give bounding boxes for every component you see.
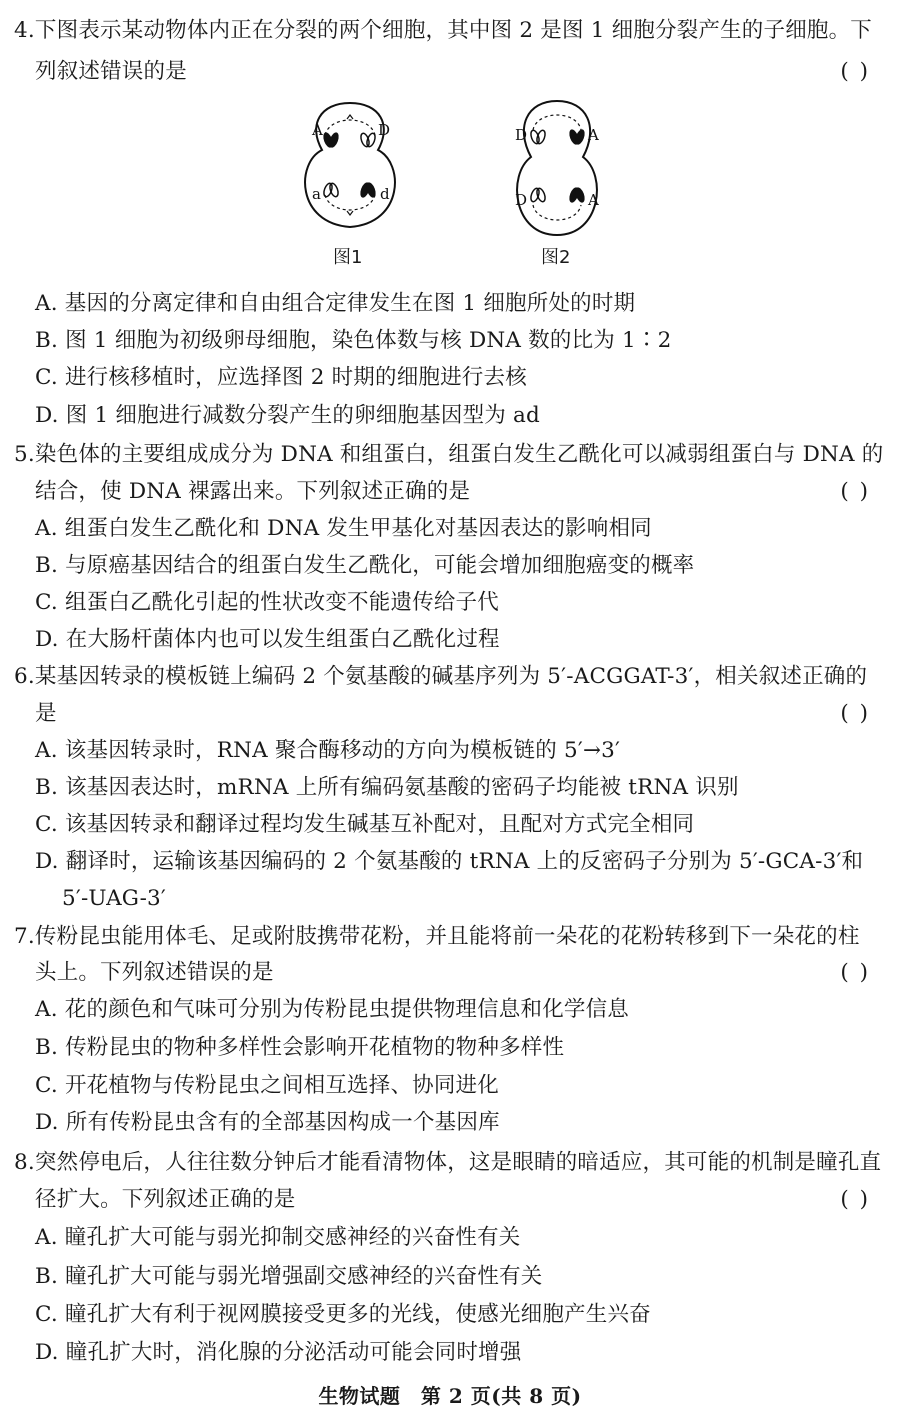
chromosome-d-icon [359,181,378,199]
fig1-label-d: d [380,185,390,203]
q6-option-b: B. 该基因表达时，mRNA 上所有编码氨基酸的密码子均能被 tRNA 识别 [35,775,739,800]
chromosome-A-icon [322,131,341,149]
q6-answer-paren: ( ) [840,701,870,726]
q7-stem-line1: 7.传粉昆虫能用体毛、足或附肢携带花粉，并且能将前一朵花的花粉转移到下一朵花的柱 [14,924,860,949]
fig2-label-D-top: D [515,126,528,144]
q8-option-c: C. 瞳孔扩大有利于视网膜接受更多的光线，使感光细胞产生兴奋 [35,1302,651,1327]
q7-option-d: D. 所有传粉昆虫含有的全部基因构成一个基因库 [35,1110,500,1135]
fig2-label-A-top: A [588,126,599,144]
q5-option-d: D. 在大肠杆菌体内也可以发生组蛋白乙酰化过程 [35,627,500,652]
q4-option-b: B. 图 1 细胞为初级卵母细胞，染色体数与核 DNA 数的比为 1∶2 [35,328,672,353]
q5-answer-paren: ( ) [840,479,870,504]
chromosome-A-bottom-icon [568,186,587,204]
q6-stem-line2: 是 [35,701,57,726]
fig2-label-A-bottom: A [588,191,599,209]
q4-option-d: D. 图 1 细胞进行减数分裂产生的卵细胞基因型为 ad [35,403,541,428]
q6-stem-line1: 6.某基因转录的模板链上编码 2 个氨基酸的碱基序列为 5′-ACGGAT-3′，相关叙述正确的 [14,664,868,689]
chromosome-D-top-icon [529,129,546,145]
q4-stem-line1: 4.下图表示某动物体内正在分裂的两个细胞，其中图 2 是图 1 细胞分裂产生的子细胞。下 [14,18,873,43]
q6-option-d-line2: 5′-UAG-3′ [62,886,167,911]
q8-stem-line2: 径扩大。下列叙述正确的是 [35,1187,296,1212]
q7-answer-paren: ( ) [840,960,870,985]
chromosome-D-bottom-icon [529,187,546,203]
fig1-label-a: a [312,185,321,203]
q6-option-d-line1: D. 翻译时，运输该基因编码的 2 个氨基酸的 tRNA 上的反密码子分别为 5′-GCA-3′和 [35,849,864,874]
chromosome-D-icon [359,132,376,148]
q7-stem-line2: 头上。下列叙述错误的是 [35,960,274,985]
page-footer: 生物试题 第 2 页(共 8 页) [318,1384,582,1408]
figure-1-caption: 图1 [333,247,363,268]
fig1-label-A: A [312,121,323,139]
q6-option-a: A. 该基因转录时，RNA 聚合酶移动的方向为模板链的 5′→3′ [35,738,621,763]
q8-option-b: B. 瞳孔扩大可能与弱光增强副交感神经的兴奋性有关 [35,1264,543,1289]
q4-option-a: A. 基因的分离定律和自由组合定律发生在图 1 细胞所处的时期 [35,291,636,316]
q8-option-d: D. 瞳孔扩大时，消化腺的分泌活动可能会同时增强 [35,1340,522,1365]
fig1-label-D: D [378,121,391,139]
q4-answer-paren: ( ) [840,59,870,84]
chromosome-A-top-icon [568,128,587,146]
q5-option-c: C. 组蛋白乙酰化引起的性状改变不能遗传给子代 [35,590,499,615]
q7-option-a: A. 花的颜色和气味可分别为传粉昆虫提供物理信息和化学信息 [35,997,629,1022]
q6-option-c: C. 该基因转录和翻译过程均发生碱基互补配对，且配对方式完全相同 [35,812,695,837]
figure-1-cell-diagram [290,95,410,240]
q4-stem-line2: 列叙述错误的是 [35,59,187,84]
q7-option-b: B. 传粉昆虫的物种多样性会影响开花植物的物种多样性 [35,1035,565,1060]
q4-option-c: C. 进行核移植时，应选择图 2 时期的细胞进行去核 [35,365,527,390]
chromosome-a-icon [322,182,339,198]
q7-option-c: C. 开花植物与传粉昆虫之间相互选择、协同进化 [35,1073,499,1098]
q8-answer-paren: ( ) [840,1187,870,1212]
q5-stem-line2: 结合，使 DNA 裸露出来。下列叙述正确的是 [35,479,471,504]
q5-option-a: A. 组蛋白发生乙酰化和 DNA 发生甲基化对基因表达的影响相同 [35,516,652,541]
fig2-label-D-bottom: D [515,191,528,209]
q8-stem-line1: 8.突然停电后，人往往数分钟后才能看清物体，这是眼睛的暗适应，其可能的机制是瞳孔直 [14,1150,882,1175]
figure-2-cell-diagram [497,95,617,240]
figure-2-caption: 图2 [541,247,571,268]
q8-option-a: A. 瞳孔扩大可能与弱光抑制交感神经的兴奋性有关 [35,1225,521,1250]
q5-option-b: B. 与原癌基因结合的组蛋白发生乙酰化，可能会增加细胞癌变的概率 [35,553,695,578]
q5-stem-line1: 5.染色体的主要组成成分为 DNA 和组蛋白，组蛋白发生乙酰化可以减弱组蛋白与 DNA 的 [14,442,884,467]
